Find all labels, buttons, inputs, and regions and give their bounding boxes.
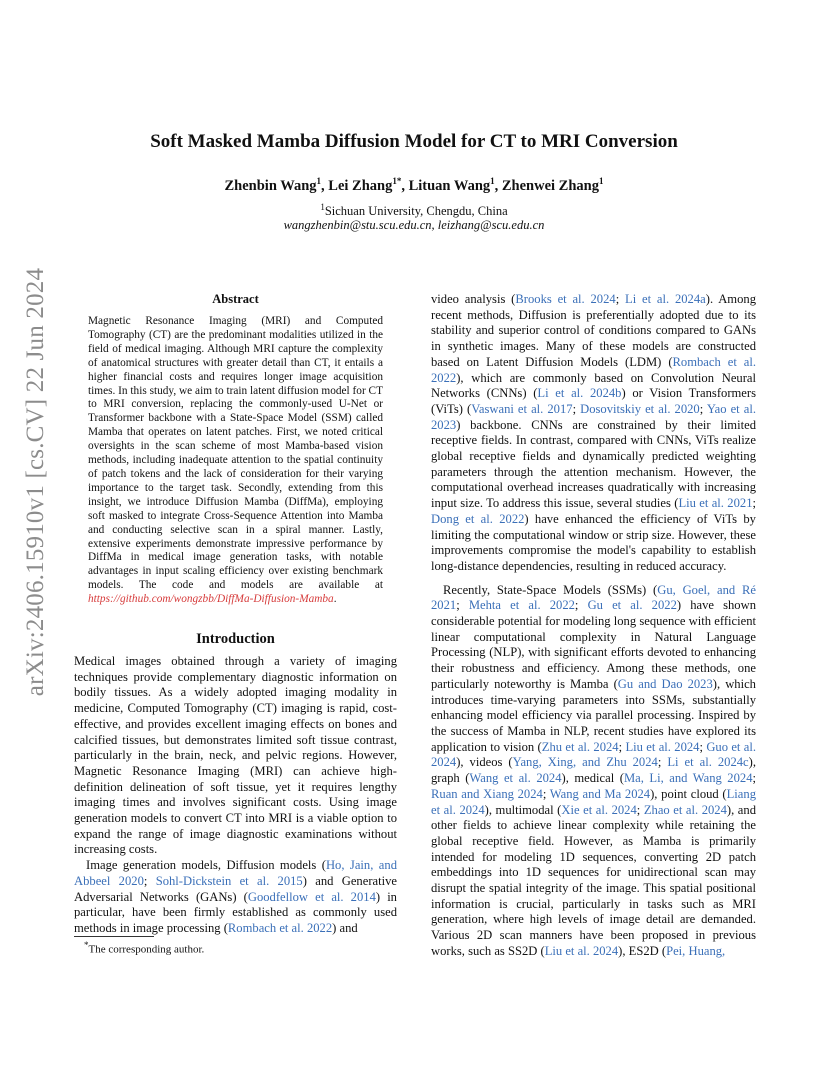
author-name: Zhenwei Zhang <box>501 177 599 194</box>
footnote-divider <box>74 936 154 937</box>
citation-link[interactable]: Zhu et al. 2024 <box>541 739 619 754</box>
code-url-link[interactable]: https://github.com/wongzbb/DiffMa-Diffusion-Mamba <box>88 593 334 606</box>
citation-link[interactable]: Rombach et al. 2022 <box>227 920 333 935</box>
citation-link[interactable]: Gu et al. 2022 <box>587 598 677 613</box>
abstract-text: Magnetic Resonance Imaging (MRI) and Computed Tomography (CT) are the predominant modalities utilized in the field of medical imaging. Although MRI capture the complexity of anatomical structures with greater detail than CT, it entails a higher financial costs and requires longer image acquisition times. In this study, we aim to train latent diffusion model for CT to MRI conversion, replacing the commonly-used U-Net or Transformer backbone with a State-Space Model (SSM) called Mamba that operates on latent patches. First, we noted critical oversights in the scan scheme of most Mamba-based vision methods, including inadequate attention to the spatial continuity of patch tokens and the lack of consideration for their varying importance to the target task. Secondly, extending from this insight, we introduce Diffusion Mamba (DiffMa), employing soft masked to integrate Cross-Sequence Attention into Mamba and conducting selective scan in a spiral manner. Lastly, extensive experiments demonstrate impressive performance by DiffMa in medical image generation tasks, with notable advantages in input scaling efficiency over existing benchmark models. The code and models are available at https://github.com/wongzbb/DiffMa-Diffusion-Mamba. <box>88 315 383 606</box>
intro-paragraph-1: Medical images obtained through a variety of imaging techniques provide complementary diagnostic information on bodily tissues. As a widely adopted imaging modality in medicine, Computed Tomography (CT) imaging is rapid, cost-effective, and provides excellent imaging effects on bones and calcified tissues, but demonstrates limited soft tissue contrast, particularly in the brain, neck, and pelvic regions. However, Magnetic Resonance Imaging (MRI) can achieve high-definition delineation of soft tissue, yet it requires lengthy imaging times and involves significant costs. Using image generation models to convert CT into MRI is a viable option to expand the range of image diagnostic examinations without increasing costs. <box>74 654 397 857</box>
citation-link[interactable]: Dosovitskiy et al. 2020 <box>580 401 700 416</box>
author-name: Lituan Wang <box>408 177 491 194</box>
citation-link[interactable]: Ho, Jain, and Abbeel 2020 <box>74 858 397 888</box>
author-name: Zhenbin Wang <box>224 177 317 194</box>
affiliation <box>0 202 828 219</box>
introduction-heading: Introduction <box>196 631 275 648</box>
author-mark: 1* <box>392 176 402 186</box>
citation-link[interactable]: Vaswani et al. 2017 <box>471 401 573 416</box>
paper-title: Soft Masked Mamba Diffusion Model for CT to MRI Conversion <box>150 131 678 152</box>
citation-link[interactable]: Liu et al. 2024 <box>625 739 700 754</box>
left-column <box>74 292 397 937</box>
intro-paragraph-2: Image generation models, Diffusion models (Ho, Jain, and Abbeel 2020; Sohl-Dickstein et al. 2015) and Generative Adversarial Networks (GANs) (Goodfellow et al. 2014) in particular, have been firmly established as commonly used methods in image processing (Rombach et al. 2022) and <box>74 858 397 935</box>
arxiv-stamp <box>16 267 56 697</box>
right-column <box>431 292 756 960</box>
author-name: Lei Zhang <box>328 177 393 194</box>
citation-link[interactable]: Dong et al. 2022 <box>431 511 525 526</box>
citation-link[interactable]: Sohl-Dickstein et al. 2015 <box>155 873 303 888</box>
citation-link[interactable]: Li et al. 2024a <box>625 292 706 306</box>
footnote <box>84 940 204 956</box>
arxiv-stamp-text: arXiv:2406.15910v1 [cs.CV] 22 Jun 2024 <box>22 267 49 697</box>
citation-link[interactable]: Gu and Dao 2023 <box>617 676 713 691</box>
footnote-mark: * <box>84 940 89 950</box>
citation-link[interactable]: Li et al. 2024c <box>667 755 749 770</box>
citation-link[interactable]: Wang and Ma 2024 <box>549 786 651 801</box>
citation-link[interactable]: Goodfellow et al. 2014 <box>247 889 376 904</box>
author-emails: wangzhenbin@stu.scu.edu.cn, leizhang@scu.edu.cn <box>283 218 545 232</box>
citation-link[interactable]: Ma, Li, and Wang 2024 <box>623 771 753 786</box>
citation-link[interactable]: Liang et al. 2024 <box>431 786 756 817</box>
right-paragraph-2: Recently, State-Space Models (SSMs) (Gu, Goel, and Ré 2021; Mehta et al. 2022; Gu et al. 2022) have shown considerable potential for modeling long sequence with efficient linear computational complexity in Natural Language Processing (NLP), with significant efforts devoted to enhancing their robustness and efficiency. Among these methods, one particularly noteworthy is Mamba (Gu and Dao 2023), which introduces time-varying parameters into SSMs, substantially enhancing model efficiency via parallel processing. Inspired by the success of Mamba in NLP, recent studies have explored its application to vision (Zhu et al. 2024; Liu et al. 2024; Guo et al. 2024), videos (Yang, Xing, and Zhu 2024; Li et al. 2024c), graph (Wang et al. 2024), medical (Ma, Li, and Wang 2024; Ruan and Xiang 2024; Wang and Ma 2024), point cloud (Liang et al. 2024), multimodal (Xie et al. 2024; Zhao et al. 2024), and other fields to achieve linear complexity while retaining the global receptive field. However, as Mamba is primarily intended for modeling 1D sequences, converting 2D patch embeddings into 1D sequences for unidirectional scan may disrupt the spatial integrity of the image. This spatial positional information is crucial, particularly in tasks such as MRI generation, where high levels of image detail are demanded. Various 2D scan manners have been proposed in previous works, such as SS2D (Liu et al. 2024), ES2D (Pei, Huang, <box>431 582 757 958</box>
author-mark: 1 <box>316 176 322 186</box>
citation-link[interactable]: Rombach et al. 2022 <box>431 354 757 385</box>
citation-link[interactable]: Yao et al. 2023 <box>431 401 756 432</box>
citation-link[interactable]: Wang et al. 2024 <box>469 771 562 786</box>
author-mark: 1 <box>490 176 495 186</box>
affiliation-mark: 1 <box>320 202 325 212</box>
right-paragraph-1: video analysis (Brooks et al. 2024; Li et al. 2024a). Among recent methods, Diffusion is preferentially adopted due to its stability and superior control of conditions compared to GANs in synthetic images. Many of these models are constructed based on Latent Diffusion Models (LDM) (Rombach et al. 2022), which are commonly based on Convolution Neural Networks (CNNs) (Li et al. 2024b) or Vision Transformers (ViTs) (Vaswani et al. 2017; Dosovitskiy et al. 2020; Yao et al. 2023) backbone. CNNs are constrained by their limited receptive fields. In contrast, compared with CNNs, ViTs realize global receptive fields and dynamically predicted weighting parameters through the attention mechanism. However, the computational overhead increases quadratically with increasing input size. To address this issue, several studies (Liu et al. 2021; Dong et al. 2022) have enhanced the efficiency of ViTs by limiting the computational window or strip size. However, these improvements compromise the model's capability to establish long-distance dependencies, resulting in reduced accuracy. <box>431 292 757 573</box>
citation-link[interactable]: Li et al. 2024b <box>537 386 622 401</box>
affiliation-text: Sichuan University, Chengdu, China <box>324 204 508 219</box>
citation-link[interactable]: Liu et al. 2024 <box>544 943 619 958</box>
footnote-text: The corresponding author. <box>88 943 205 956</box>
citation-link[interactable]: Brooks et al. 2024 <box>515 292 616 306</box>
author-list: Zhenbin Wang$^1$, Lei Zhang$^{1*}$, Lituan Wang$^1$, Zhenwei Zhang$^1$ <box>224 176 604 194</box>
citation-link[interactable]: Yang, Xing, and Zhu 2024 <box>512 755 658 770</box>
citation-link[interactable]: Liu et al. 2021 <box>678 496 753 511</box>
citation-link[interactable]: Mehta et al. 2022 <box>468 598 575 613</box>
citation-link[interactable]: Ruan and Xiang 2024 <box>431 786 543 801</box>
citation-link[interactable]: Guo et al. 2024 <box>431 739 757 770</box>
citation-link[interactable]: Xie et al. 2024 <box>561 802 637 817</box>
citation-link[interactable]: Zhao et al. 2024 <box>643 802 727 817</box>
citation-link[interactable]: Gu, Goel, and Ré 2021 <box>431 582 756 613</box>
citation-link[interactable]: Pei, Huang, <box>666 943 726 958</box>
author-mark: 1 <box>599 176 604 186</box>
abstract-heading: Abstract <box>212 292 259 306</box>
